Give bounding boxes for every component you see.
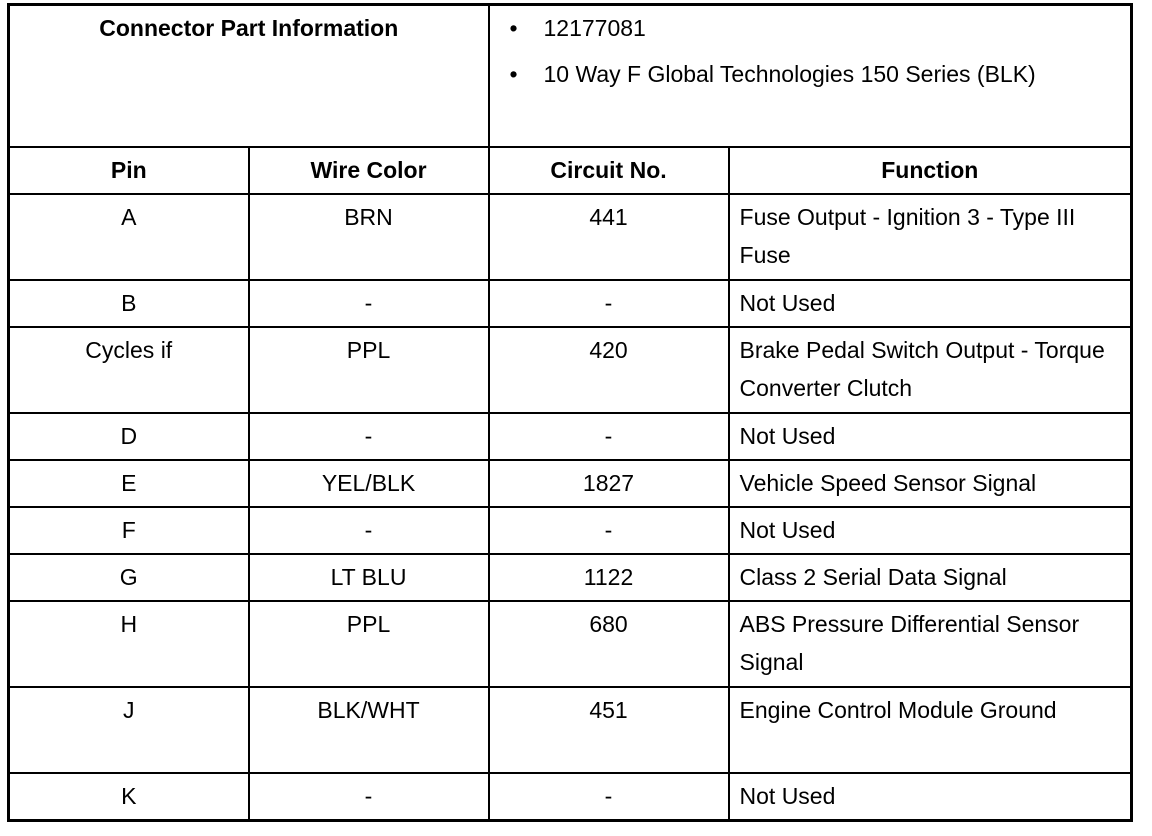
table-row — [9, 327, 1132, 413]
table-row — [9, 687, 1132, 773]
table-row — [9, 280, 1132, 327]
pin-cell: J — [9, 687, 249, 773]
circuit-cell: 1122 — [489, 554, 729, 601]
pin-cell: B — [9, 280, 249, 327]
column-header-function: Function — [729, 147, 1132, 194]
table-row — [9, 460, 1132, 507]
pin-cell: H — [9, 601, 249, 687]
column-header-row — [9, 147, 1132, 194]
function-cell: Not Used — [729, 507, 1132, 554]
connector-info-item — [506, 9, 1121, 47]
part-number: 12177081 — [543, 15, 646, 41]
column-header-circuit: Circuit No. — [489, 147, 729, 194]
table-row — [9, 554, 1132, 601]
table-row — [9, 773, 1132, 821]
wire-color-cell: - — [249, 507, 489, 554]
function-cell: Brake Pedal Switch Output - Torque Converter Clutch — [729, 327, 1132, 413]
pin-cell: F — [9, 507, 249, 554]
wire-color-cell: - — [249, 280, 489, 327]
function-cell: Engine Control Module Ground — [729, 687, 1132, 773]
table-row — [9, 601, 1132, 687]
circuit-cell: - — [489, 773, 729, 821]
pin-cell: E — [9, 460, 249, 507]
connector-info-label: Connector Part Information — [9, 5, 489, 148]
wire-color-cell: PPL — [249, 327, 489, 413]
pin-cell: Cycles if — [9, 327, 249, 413]
pin-cell: G — [9, 554, 249, 601]
function-cell: ABS Pressure Differential Sensor Signal — [729, 601, 1132, 687]
circuit-cell: - — [489, 413, 729, 460]
function-cell: Fuse Output - Ignition 3 - Type III Fuse — [729, 194, 1132, 280]
function-cell: Not Used — [729, 773, 1132, 821]
table-row — [9, 507, 1132, 554]
column-header-wire-color: Wire Color — [249, 147, 489, 194]
function-cell: Not Used — [729, 413, 1132, 460]
circuit-cell: 441 — [489, 194, 729, 280]
pin-cell: A — [9, 194, 249, 280]
table-row — [9, 413, 1132, 460]
wire-color-cell: LT BLU — [249, 554, 489, 601]
pin-cell: K — [9, 773, 249, 821]
pin-cell: D — [9, 413, 249, 460]
circuit-cell: 451 — [489, 687, 729, 773]
wire-color-cell: BRN — [249, 194, 489, 280]
wire-color-cell: YEL/BLK — [249, 460, 489, 507]
bullet-icon: • — [509, 61, 518, 87]
connector-info-list — [500, 9, 1121, 93]
connector-info-cell — [489, 5, 1132, 148]
wire-color-cell: - — [249, 773, 489, 821]
wire-color-cell: BLK/WHT — [249, 687, 489, 773]
connector-info-row — [9, 5, 1132, 148]
function-cell: Class 2 Serial Data Signal — [729, 554, 1132, 601]
column-header-pin: Pin — [9, 147, 249, 194]
function-cell: Vehicle Speed Sensor Signal — [729, 460, 1132, 507]
wire-color-cell: PPL — [249, 601, 489, 687]
table-row — [9, 194, 1132, 280]
circuit-cell: 680 — [489, 601, 729, 687]
connector-table — [7, 3, 1133, 822]
circuit-cell: 420 — [489, 327, 729, 413]
connector-info-item — [506, 55, 1064, 93]
connector-description: 10 Way F Global Technologies 150 Series (BLK) — [543, 61, 1036, 87]
bullet-icon: • — [509, 15, 518, 41]
function-cell: Not Used — [729, 280, 1132, 327]
circuit-cell: 1827 — [489, 460, 729, 507]
circuit-cell: - — [489, 280, 729, 327]
circuit-cell: - — [489, 507, 729, 554]
wire-color-cell: - — [249, 413, 489, 460]
